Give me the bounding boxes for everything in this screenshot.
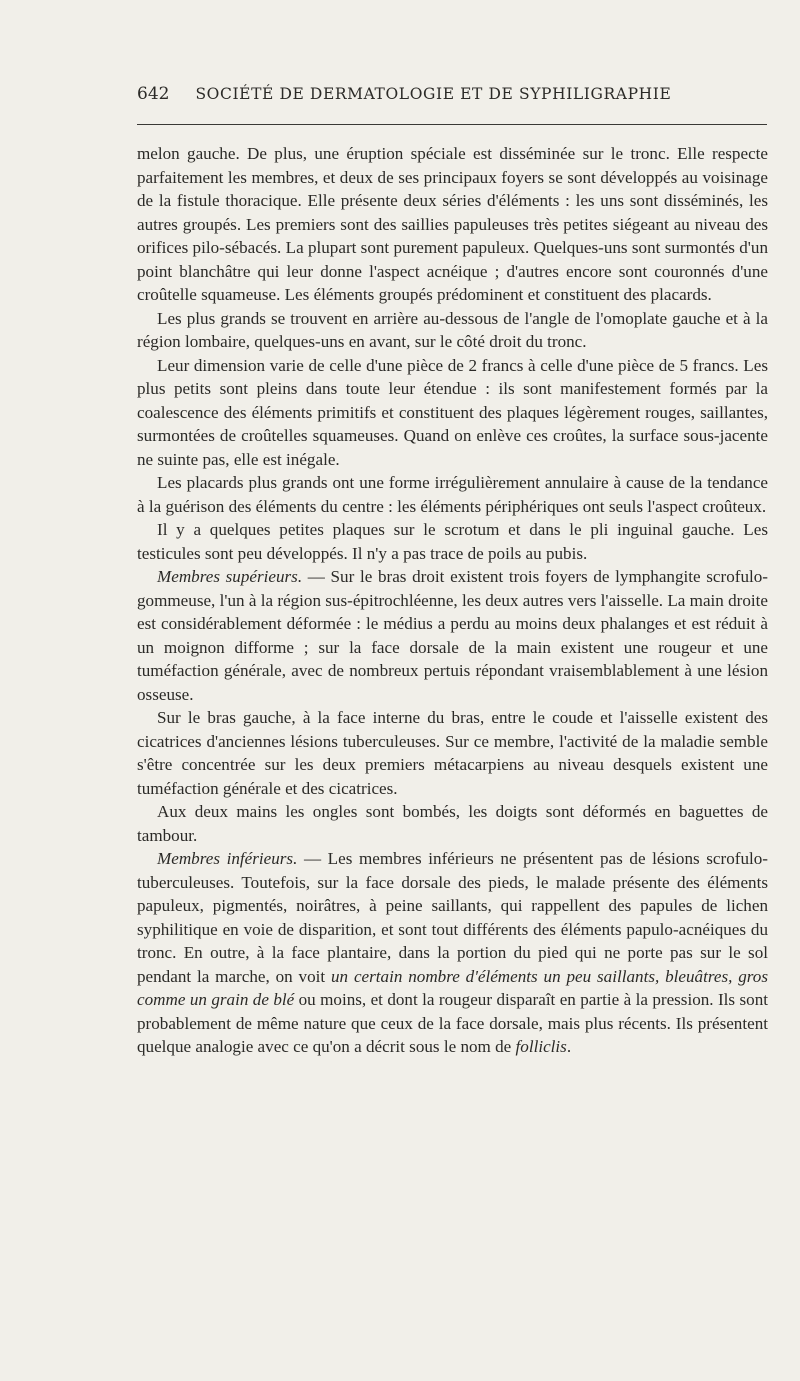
section-heading-membres-superieurs: Membres supérieurs. <box>157 567 303 586</box>
membres-inferieurs-text-1: — Les membres inférieurs ne présentent pas de lésions scrofulo-tuberculeuses. Toutefois, sur la face dorsale des pieds, le malade présente des éléments papuleux, pigmentés, noirâtres, à peine saillants, qui rappellent des papules de lichen syphilitique en voie de disparition, et sont tout différents des éléments papulo-acnéiques du tronc. En outre, à la face plantaire, dans la portion du pied qui ne porte pas sur le sol pendant la marche, on voit <box>137 849 768 986</box>
membres-superieurs-text: — Sur le bras droit existent trois foyers de lymphangite scrofulo-gommeuse, l'un à la région sus-épitrochléenne, les deux autres vers l'aisselle. La main droite est considérablement déformée : le médius a perdu au moins deux phalanges et est réduit à un moignon difforme ; sur la face dorsale de la main existent une rougeur et une tuméfaction générale, avec de nombreux pertuis répondant vraisemblablement à une lésion osseuse. <box>137 567 768 704</box>
section-heading-membres-inferieurs: Membres inférieurs. <box>157 849 298 868</box>
body-text <box>137 142 768 1059</box>
membres-inferieurs-text-2: ou moins, et dont la rougeur disparaît en partie à la pression. Ils sont probablement de même nature que ceux de la face dorsale, mais plus récents. Ils présentent quelque analogie avec ce qu'on a décrit sous le nom de <box>137 990 768 1056</box>
membres-inferieurs-text-3: . <box>566 1037 572 1056</box>
header-rule <box>137 124 767 125</box>
page-number: 642 <box>137 84 170 104</box>
running-header <box>137 84 770 112</box>
running-title: SOCIÉTÉ DE DERMATOLOGIE ET DE SYPHILIGRAPHIE <box>195 85 672 103</box>
paragraph-2: Les plus grands se trouvent en arrière au-dessous de l'angle de l'omoplate gauche et à la région lombaire, quelques-uns en avant, sur le côté droit du tronc. <box>137 308 768 351</box>
paragraph-membres-superieurs <box>137 565 768 706</box>
paragraph-5: Il y a quelques petites plaques sur le scrotum et dans le pli inguinal gauche. Les testicules sont peu développés. Il n'y a pas trace de poils au pubis. <box>137 520 768 563</box>
paragraph-4: Les placards plus grands ont une forme irrégulièrement annulaire à cause de la tendance à la guérison des éléments du centre : les éléments périphériques ont seuls l'aspect croûteux. <box>137 473 768 516</box>
paragraph-bras-gauche: Sur le bras gauche, à la face interne du bras, entre le coude et l'aisselle existent des cicatrices d'anciennes lésions tuberculeuses. Sur ce membre, l'activité de la maladie semble s'être concentrée sur les deux premiers métacarpiens au niveau desquels existent une tuméfaction générale et des cicatrices. <box>137 708 768 798</box>
paragraph-membres-inferieurs <box>137 847 768 1059</box>
paragraph-3: Leur dimension varie de celle d'une pièce de 2 francs à celle d'une pièce de 5 francs. Les plus petits sont pleins dans toute leur étendue : ils sont manifestement formés par la coalescence des éléments primitifs et constituent des plaques légèrement rouges, saillantes, surmontées de croûtelles squameuses. Quand on enlève ces croûtes, la surface sous-jacente ne suinte pas, elle est inégale. <box>137 355 768 469</box>
membres-inferieurs-italic-2: folliclis <box>515 1037 567 1056</box>
paragraph-1: melon gauche. De plus, une éruption spéciale est disséminée sur le tronc. Elle respecte parfaitement les membres, et deux de ses principaux foyers se sont développés au voisinage de la fistule thoracique. Elle présente deux séries d'éléments : les uns sont disséminés, les autres groupés. Les premiers sont des saillies papuleuses très petites siégeant au niveau des orifices pilo-sébacés. La plupart sont purement papuleux. Quelques-uns sont surmontés d'un point blanchâtre qui leur donne l'aspect acnéique ; d'autres encore sont couronnés d'une croûtelle squameuse. Les éléments groupés prédominent et constituent des placards. <box>137 144 768 304</box>
membres-inferieurs-italic-1: un certain nombre d'éléments un peu saillants, bleuâtres, gros comme un grain de blé <box>137 966 768 1009</box>
paragraph-mains: Aux deux mains les ongles sont bombés, les doigts sont déformés en baguettes de tambour. <box>137 802 768 845</box>
